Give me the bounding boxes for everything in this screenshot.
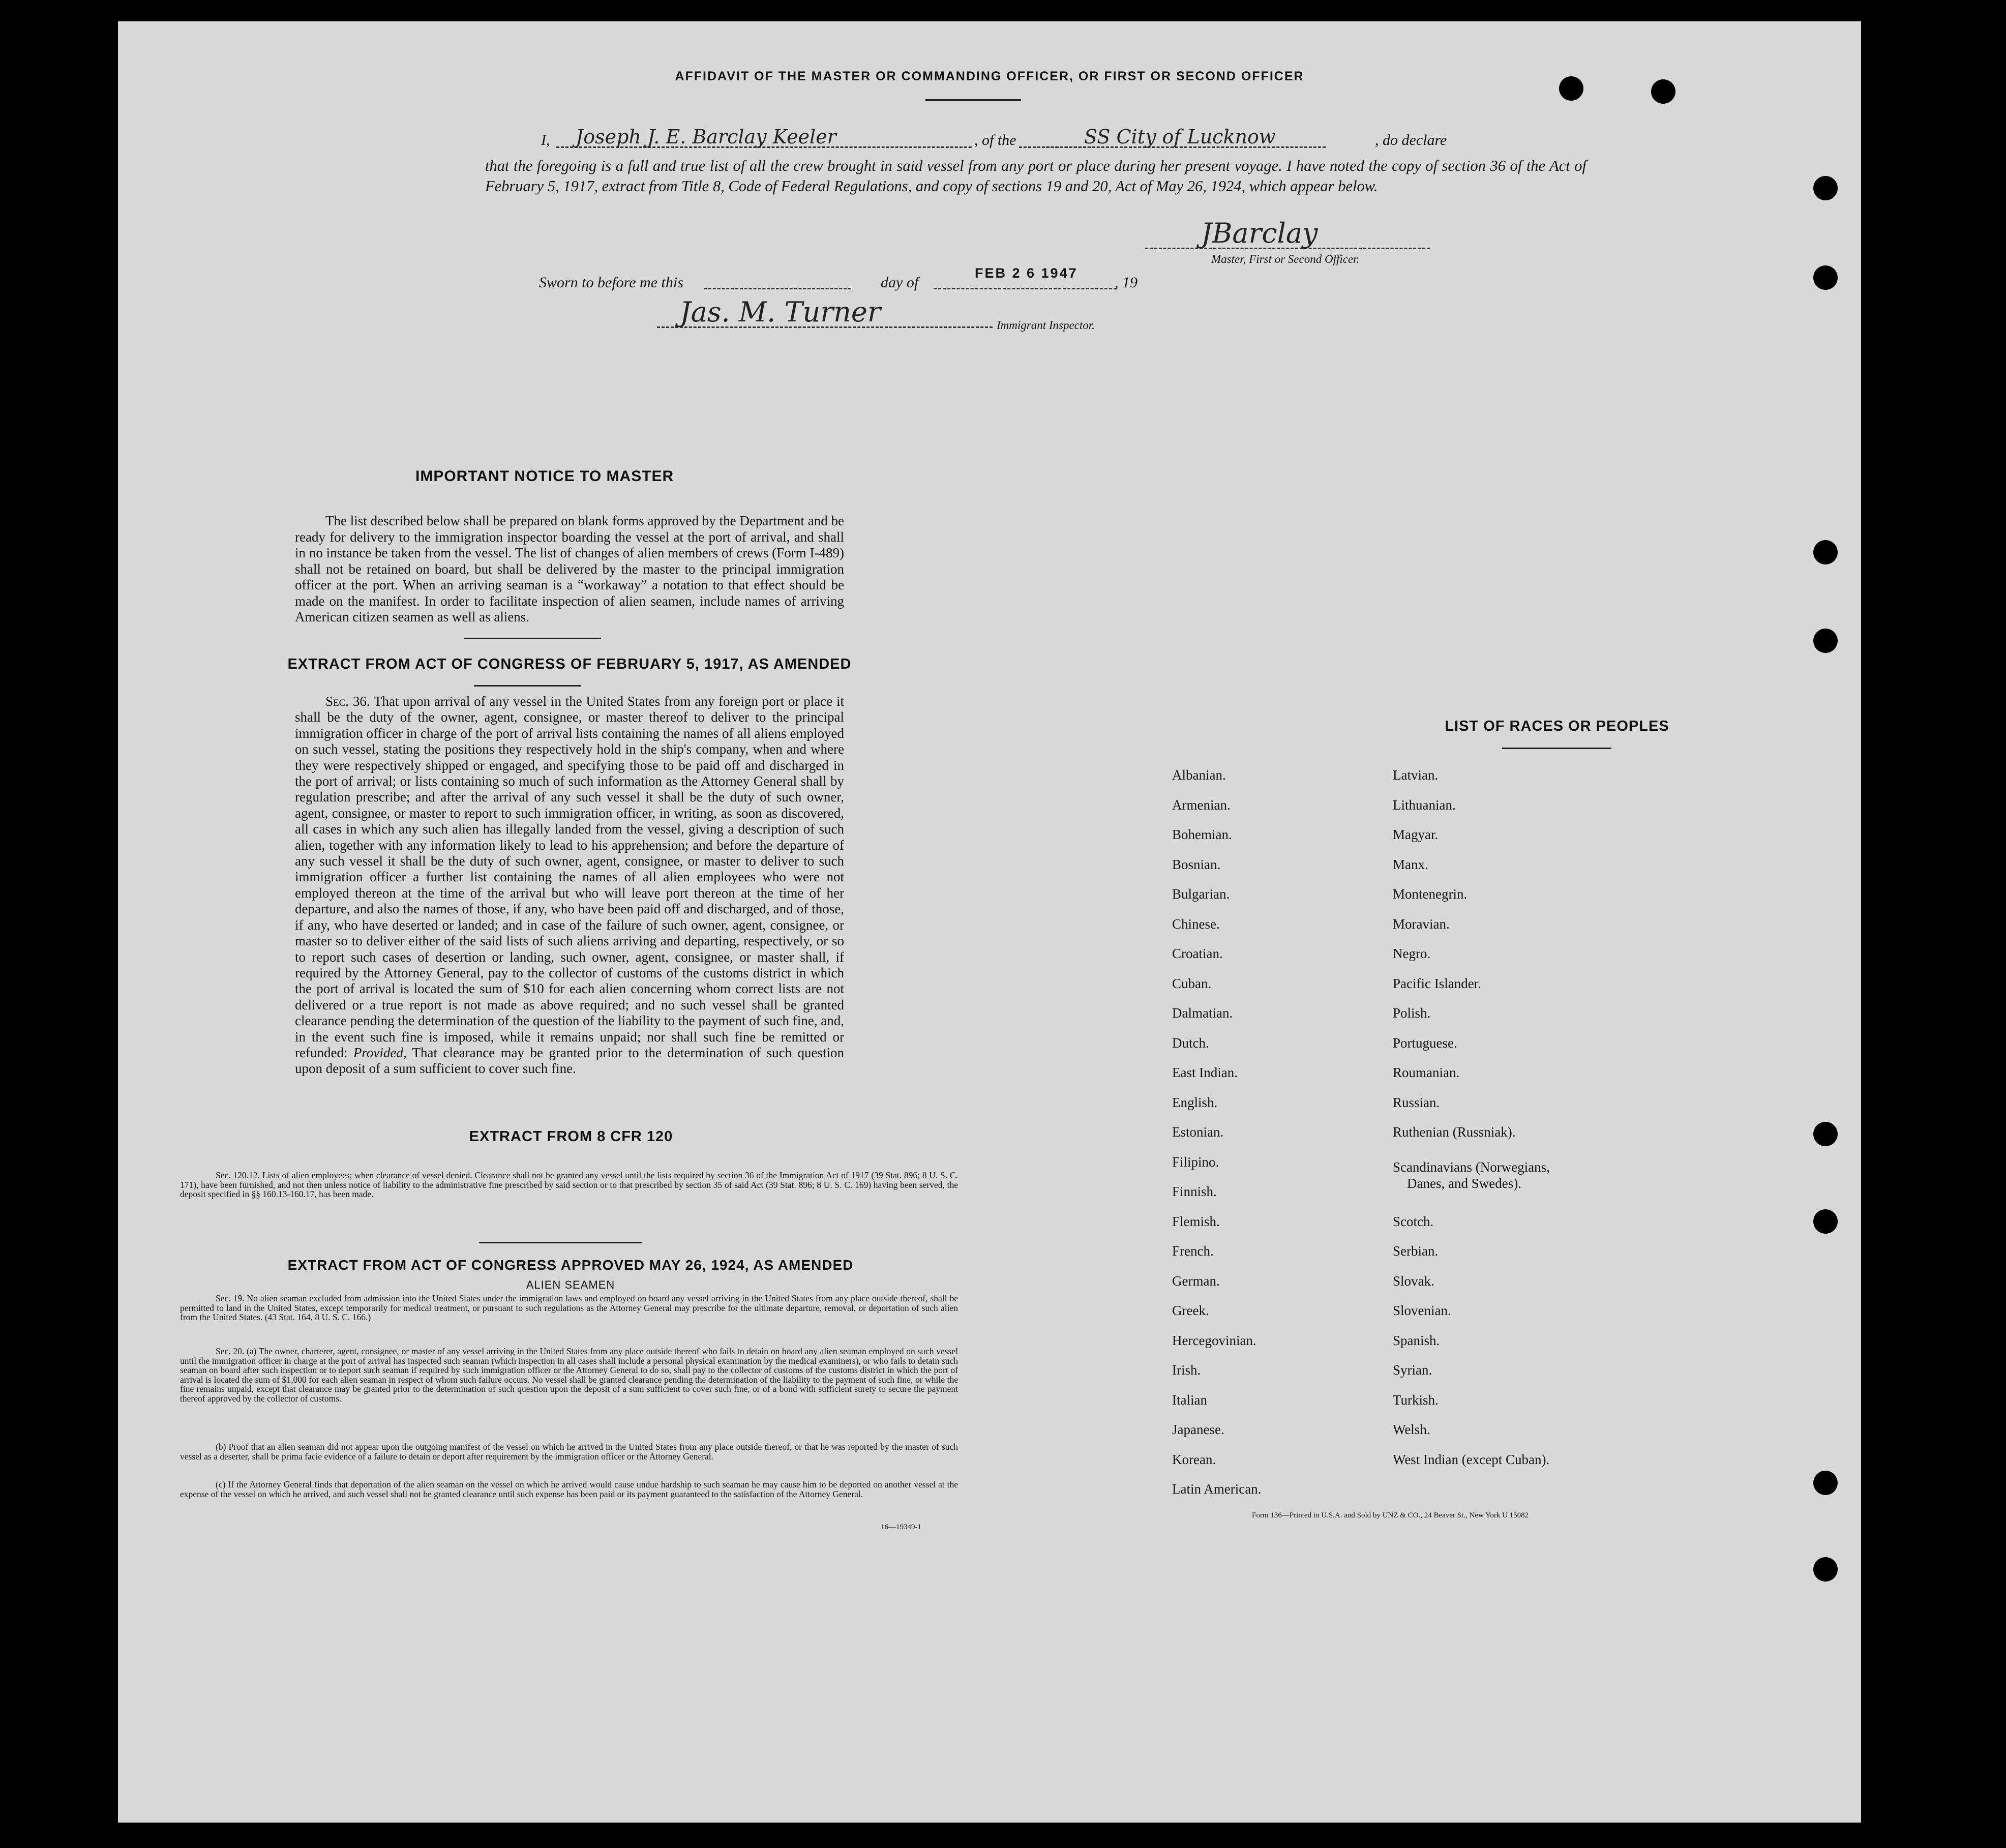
race-item: Negro. (1393, 946, 1431, 961)
section-divider (464, 638, 601, 639)
extract-1917-heading: EXTRACT FROM ACT OF CONGRESS OF FEBRUARY 5, 1917, AS AMENDED (287, 656, 852, 672)
race-item: Italian (1172, 1392, 1207, 1408)
notice-body: The list described below shall be prepared on blank forms approved by the Department and be ready for delivery to the immigration inspector boarding the vessel at the port of arrival, and shall in no instance be taken from the vessel. The list of changes of alien members of crews (Form I-489) shall not be retained on board, but shall be delivered by the master to the principal immigration officer at the port. When an arriving seaman is a “workaway” a notation to that effect should be made on the manifest. In order to facilitate inspection of alien seamen, include names of arriving American citizen seamen as well as aliens. (295, 513, 844, 624)
race-item: Japanese. (1172, 1422, 1224, 1437)
race-item: English. (1172, 1095, 1218, 1110)
printer-footer: Form 136—Printed in U.S.A. and Sold by UNZ & CO., 24 Beaver St., New York U 15082 (1252, 1511, 1529, 1519)
race-item: Montenegrin. (1393, 886, 1468, 902)
race-item: Cuban. (1172, 976, 1212, 991)
race-item: Polish. (1393, 1005, 1431, 1021)
race-item: Armenian. (1172, 797, 1231, 813)
race-item: Syrian. (1393, 1362, 1432, 1378)
inspector-signature: Jas. M. Turner (680, 296, 881, 328)
race-item: Bosnian. (1172, 857, 1221, 872)
race-item: Roumanian. (1393, 1065, 1460, 1080)
vessel-name-handwritten: SS City of Lucknow (1084, 126, 1276, 148)
race-item: Ruthenian (Russniak). (1393, 1124, 1516, 1140)
race-item: Magyar. (1393, 827, 1439, 842)
master-signature-caption: Master, First or Second Officer. (1211, 253, 1360, 265)
race-item: Latvian. (1393, 767, 1439, 783)
extract-1924-subheading: ALIEN SEAMEN (526, 1278, 615, 1291)
race-item: Slovak. (1393, 1273, 1434, 1289)
punch-hole (1813, 540, 1838, 564)
race-item: Turkish. (1393, 1392, 1439, 1408)
affidavit-line1-of: , of the (972, 132, 1019, 149)
affidavit-line1-suffix: , do declare (1373, 132, 1449, 149)
document-page (118, 21, 1861, 1823)
race-item: Manx. (1393, 857, 1428, 872)
race-item: French. (1172, 1243, 1214, 1259)
extract-1924-heading: EXTRACT FROM ACT OF CONGRESS APPROVED MAY 26, 1924, AS AMENDED (287, 1257, 854, 1273)
sworn-month-line (934, 288, 1117, 289)
race-item: Scandinavians (Norwegians, (1393, 1159, 1550, 1175)
notice-heading: IMPORTANT NOTICE TO MASTER (415, 468, 674, 485)
master-signature: JBarclay (1201, 217, 1318, 249)
extract-1917-body (295, 694, 844, 1077)
title-underline (925, 99, 1021, 101)
race-item: Dutch. (1172, 1035, 1209, 1051)
races-underline (1502, 748, 1611, 749)
extract-cfr-body: Sec. 120.12. Lists of alien employees; when clearance of vessel denied. Clearance shall not be granted any vessel until the lists required by section 36 of the Immigration Act of 1917 (39 Stat. 896; 8 U. S. C. 171), have been furnished, and not then unless notice of liability to the administrative fine prescribed by said section or to that prescribed by section 35 of said Act (39 Stat. 896; 8 U. S. C. 169) having been served, the deposit specified in §§ 160.13-160.17, has been made. (180, 1170, 958, 1199)
section-divider (479, 1242, 642, 1243)
race-item: Flemish. (1172, 1214, 1220, 1229)
race-item: Scotch. (1393, 1214, 1434, 1229)
sworn-year-prefix: , 19 (1115, 274, 1137, 291)
race-item: East Indian. (1172, 1065, 1238, 1080)
race-item: Bohemian. (1172, 827, 1232, 842)
punch-hole (1813, 1471, 1838, 1495)
race-item: Croatian. (1172, 946, 1223, 961)
punch-hole (1813, 629, 1838, 653)
race-item: Lithuanian. (1393, 797, 1456, 813)
race-item: Filipino. (1172, 1154, 1219, 1170)
race-item: Albanian. (1172, 767, 1226, 783)
race-item: West Indian (except Cuban). (1393, 1452, 1550, 1467)
race-item: Estonian. (1172, 1124, 1224, 1140)
race-item: Finnish. (1172, 1184, 1217, 1199)
extract-1917-text: That upon arrival of any vessel in the United States from any foreign port or place it shall be the duty of the owner, agent, consignee, or master thereof to deliver to the principal immigration officer in charge of the port of arrival lists containing the names of all aliens employed on such vessel, stating the positions they respectively hold in the ship's company, when and where they were respectively shipped or engaged, and specifying those to be paid off and discharged in the port of arrival; or lists containing so much of such information as the Attorney General shall by regulation prescribe; and after the arrival of any such vessel it shall be the duty of such owner, agent, consignee, or master to report to such immigration officer, in writing, as soon as discovered, all cases in which any such alien has illegally landed from the vessel, giving a description of such alien, together with any information likely to lead to his apprehension; and before the departure of any such vessel it shall be the duty of such owner, agent, consignee, or master to deliver to such immigration officer a further list containing the names of all alien employees who were not employed thereon at the time of the arrival but who will leave port thereon at the time of her departure, and also the names of those, if any, who have been paid off and discharged, and of those, if any, who have deserted or landed; and in case of the failure of such owner, agent, consignee, or master so to deliver either of the said lists of such aliens arriving and departing, respectively, or so to report such cases of desertion or landing, such owner, agent, consignee, or master shall, if required by the Attorney General, pay to the collector of customs of the customs district in which the port of arrival is located the sum of $10 for each alien concerning whom correct lists are not delivered or a true report is not made as above required; and no such vessel shall be granted clearance pending the determination of the question of the liability to the payment of such fine, and, in the event such fine is imposed, while it remains unpaid; nor shall such fine be remitted or refunded: (295, 694, 845, 1060)
inspector-caption: Immigrant Inspector. (997, 319, 1095, 332)
race-item: Moravian. (1393, 916, 1450, 932)
sworn-day-of: day of (881, 274, 919, 291)
race-item: Spanish. (1393, 1333, 1440, 1348)
extract-1917-provided-text: That clearance may be granted prior to the determination of such question upon deposit of a sum sufficient to cover such fine. (295, 1045, 845, 1077)
affidavit-line1-prefix: I, (541, 132, 550, 148)
race-item: Welsh. (1393, 1422, 1430, 1437)
form-code: 16—19349-1 (881, 1523, 921, 1531)
race-item: German. (1172, 1273, 1220, 1289)
race-item: Korean. (1172, 1452, 1216, 1467)
race-item: Irish. (1172, 1362, 1201, 1378)
sworn-date-stamp: FEB 2 6 1947 (975, 265, 1078, 281)
affidavit-body: that the foregoing is a full and true list of all the crew brought in said vessel from any port or place during her present voyage. I have noted the copy of section 36 of the Act of February 5, 1917, extract from Title 8, Code of Federal Regulations, and copy of sections 19 and 20, Act of May 26, 1924, which appear below. (485, 157, 1586, 195)
punch-hole (1813, 176, 1838, 200)
extract-cfr-heading: EXTRACT FROM 8 CFR 120 (469, 1128, 673, 1145)
extract-1917-provided-label: Provided, (353, 1045, 407, 1060)
extract-1924-sec20a: Sec. 20. (a) The owner, charterer, agent, consignee, or master of any vessel arriving in the United States from any place outside thereof who fails to detain on board any alien seaman employed on such vessel until the immigration officer in charge at the port of arrival has inspected such seaman (which inspection in all cases shall include a personal physical examination by the medical examiners), or who fails to detain such seaman on board after such inspection or to deport such seaman if required by such immigration officer or the Attorney General to do so, shall pay to the collector of customs of the customs district in which the port of arrival is located the sum of $1,000 for each alien seaman in respect of whom such failure occurs. No vessel shall be granted clearance pending the determination of the liability to the payment of such fine, or while the fine remains unpaid, except that clearance may be granted prior to the determination of such question upon the deposit of a sum sufficient to cover such fine, or of a bond with sufficient surety to secure the payment thereof approved by the collector of customs. (180, 1346, 958, 1404)
punch-hole (1813, 265, 1838, 290)
punch-hole (1813, 1122, 1838, 1146)
sworn-day-line (704, 288, 851, 289)
extract-1917-sec-label: Sec. 36. (325, 694, 370, 709)
race-item: Danes, and Swedes). (1407, 1176, 1521, 1191)
punch-hole (1813, 1557, 1838, 1582)
race-item: Greek. (1172, 1303, 1209, 1318)
affidavit-title: AFFIDAVIT OF THE MASTER OR COMMANDING OFFICER, OR FIRST OR SECOND OFFICER (675, 69, 1304, 83)
race-item: Dalmatian. (1172, 1005, 1233, 1021)
extract-1917-underline (474, 685, 581, 687)
master-name-handwritten: Joseph J. E. Barclay Keeler (576, 126, 836, 148)
race-item: Portuguese. (1393, 1035, 1457, 1051)
race-item: Bulgarian. (1172, 886, 1230, 902)
race-item: Serbian. (1393, 1243, 1439, 1259)
race-item: Slovenian. (1393, 1303, 1451, 1318)
race-item: Russian. (1393, 1095, 1440, 1110)
sworn-prefix: Sworn to before me this (539, 274, 683, 291)
extract-1924-sec19: Sec. 19. No alien seaman excluded from admission into the United States under the immigration laws and employed on board any vessel arriving in the United States from any place outside thereof, shall be permitted to land in the United States, except temporarily for medical treatment, or pursuant to such regulations as the Attorney General may prescribe for the ultimate departure, removal, or deportation of such alien from the United States. (43 Stat. 164, 8 U. S. C. 166.) (180, 1293, 958, 1322)
race-item: Pacific Islander. (1393, 976, 1481, 991)
race-item: Hercegovinian. (1172, 1333, 1256, 1348)
race-item: Chinese. (1172, 916, 1220, 932)
punch-hole (1813, 1209, 1838, 1234)
race-item: Latin American. (1172, 1481, 1262, 1497)
extract-1924-sec20c: (c) If the Attorney General finds that deportation of the alien seaman on the vessel on which he arrived would cause undue hardship to such seaman he may cause him to be deported on another vessel at the expense of the vessel on which he arrived, and such vessel shall not be granted clearance until such expense has been paid or its payment guaranteed to the satisfaction of the Attorney General. (180, 1479, 958, 1499)
extract-1924-sec20b: (b) Proof that an alien seaman did not appear upon the outgoing manifest of the vessel on which he arrived in the United States from any place outside thereof, or that he was reported by the master of such vessel as a deserter, shall be prima facie evidence of a failure to detain or deport after requirement by the immigration officer or the Attorney General. (180, 1442, 958, 1462)
races-heading: LIST OF RACES OR PEOPLES (1445, 718, 1669, 734)
